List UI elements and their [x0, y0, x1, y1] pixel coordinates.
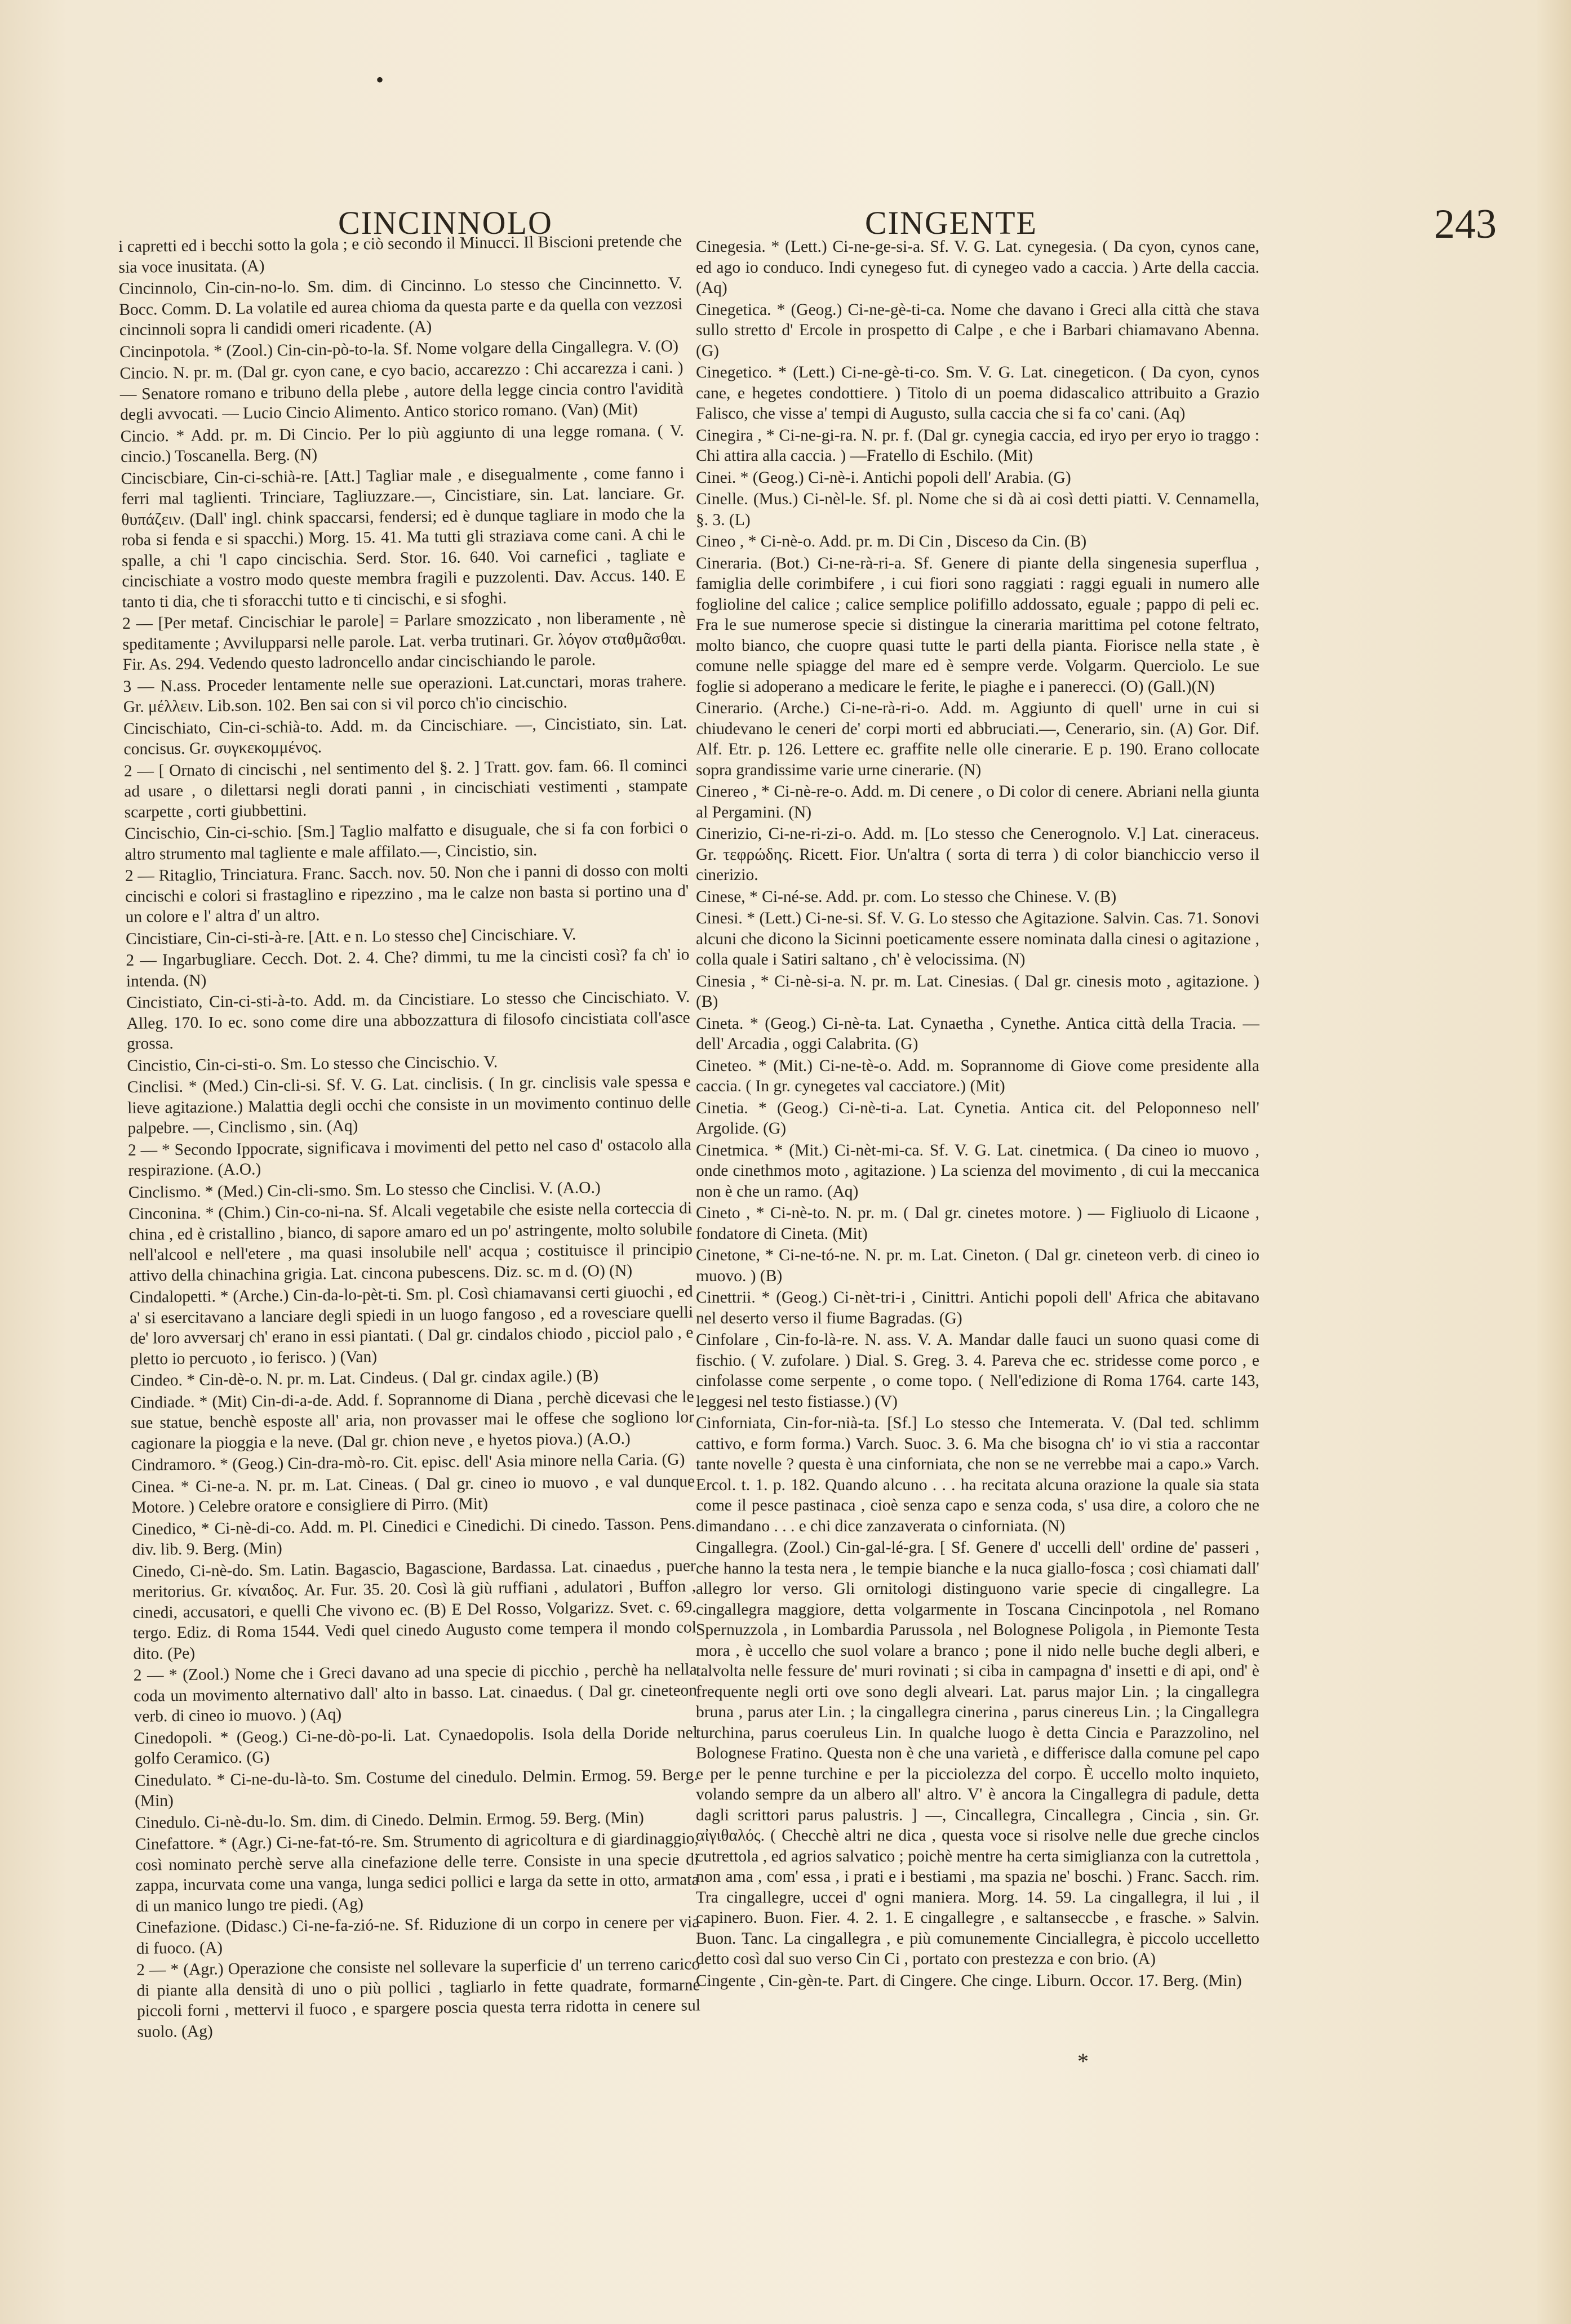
header-middle-word: CINGENTE	[865, 205, 1037, 241]
dictionary-entry: 2 — Ingarbugliare. Cecch. Dot. 2. 4. Che? dimmi, tu me la cincisti così? fa ch' io intenda. (N)	[126, 945, 690, 990]
dictionary-entry: 2 — * (Zool.) Nome che i Greci davano ad una specie di picchio , perchè ha nella coda un movimento alternativo dall' alto in basso. Lat. cinaedus. ( Dal gr. cineteon verb. di cineo io muovo. ) (Aq)	[133, 1660, 698, 1726]
right-column	[696, 237, 1259, 2023]
dictionary-entry: Cinesi. * (Lett.) Ci-ne-si. Sf. V. G. Lo stesso che Agitazione. Salvin. Cas. 71. Sonovi alcuni che dicono la Sicinni poeticamente essere nominata dalla cinesi o agitazione , colla quale i Satiri saltano , ch' è velocissima. (N)	[696, 909, 1259, 968]
dictionary-entry: Cingallegra. (Zool.) Cin-gal-lé-gra. [ Sf. Genere d' uccelli dell' ordine de' passeri , che hanno la testa nera , le tempie bianche e la nuca giallo-fosca ; così chiamati dall' allegro lor verso. Gli ornitologi distinguono varie specie di cingallegre. La cingallegra maggiore, detta volgarmente in Toscana Cincinpotola , nel Romano Spernuzzola , in Lombardia Parussola , nel Bolognese Poligola , in Piemonte Testa mora , è uccello che suol volare a branco ; pone il nido nelle buche degli alberi, e talvolta nelle fessure de' muri rovinati ; si ciba in campagna d' insetti e di api, ond' è frequente negli orti ove sono degli alveari. Lat. parus major Lin. ; la cingallegra bruna , parus ater Lin. ; la cingallegra cinerina , parus cinereus Lin. ; la Cingallegra turchina, parus coeruleus Lin. In qualche luogo è detta Cincia e Parazzolino, nel Bolognese Fratino. Questa non è che una varietà , e differisce dalla comune pel capo e per le penne turchine e per la picciolezza del corpo. È uccello molto inquieto, volando sempre da un albero all' altro. V' è ancora la Cingallegra di padule, detta dagli scrittori parus palustris. ] —, Cincallegra, Cincallegra , Cincia , sin. Gr. αἰγιθαλός. ( Checchè altri ne dica , questa voce si risolve nelle due greche cinclos cutrettola , ed agrios salvatico ; poichè mentre ha certa simiglianza con la cutrettola , non ama , com' essa , i prati e i bestiami , ma spazia ne' boschi. ) Franc. Sacch. rim. Tra cingallegre, uccei d' ogni maniera. Morg. 14. 59. La cingallegra, il lui , il capinero. Buon. Fier. 4. 2. 1. E cingallegre , e saltanseccbe , e frasche. » Salvin. Buon. Tanc. La cingallegra , e più comunemente Cinciallegra, è piccolo uccelletto detto così dal suo verso Cin Ci , portato con prestezza e con brio. (A)	[696, 1539, 1259, 1968]
dictionary-entry: Cindiade. * (Mit) Cin-di-a-de. Add. f. Soprannome di Diana , perchè dicevasi che le sue statue, benchè esposte all' aria, non provasser mai le offese che sogliono lor cagionare la pioggia e la neve. (Dal gr. chion neve , e hyetos piova.) (A.O.)	[130, 1387, 695, 1453]
dictionary-entry: Cincistio, Cin-ci-sti-o. Sm. Lo stesso che Cincischio. V.	[127, 1052, 498, 1075]
dictionary-entry: Cinedo, Ci-nè-do. Sm. Latin. Bagascio, Bagascione, Bardassa. Lat. cinaedus , puer meritorius. Gr. κίναιδος. Ar. Fur. 35. 20. Così là giù ruffiani , adulatori , Buffon , cinedi, accusatori, e quelli Che vivono ec. (B) E Del Rosso, Volgarizz. Svet. c. 69. tergo. Ediz. di Roma 1544. Vedi quel cinedo Augusto come tempera il mondo col dito. (Pe)	[132, 1556, 697, 1663]
dictionary-entry: Cincistiato, Cin-ci-sti-à-to. Add. m. da Cincistiare. Lo stesso che Cincischiato. V. Alleg. 170. Io ec. sono come dire una abbozzattura di filosofo cincistiata coll'asce grossa.	[126, 988, 690, 1053]
dictionary-entry: Cinedico, * Ci-nè-di-co. Add. m. Pl. Cinedici e Cinedichi. Di cinedo. Tasson. Pens. div. lib. 9. Berg. (Min)	[131, 1514, 696, 1559]
top-mark: •	[376, 67, 384, 92]
dictionary-entry: Cineo , * Ci-nè-o. Add. pr. m. Di Cin , Disceso da Cin. (B)	[696, 532, 1087, 550]
dictionary-entry: Cinetmica. * (Mit.) Ci-nèt-mi-ca. Sf. V. G. Lat. cinetmica. ( Da cineo io muovo , onde cinethmos moto , agitazione. ) La scienza del movimento , di cui la meccanica non è che un ramo. (Aq)	[696, 1141, 1259, 1201]
dictionary-entry: Cinciscbiare, Cin-ci-schià-re. [Att.] Tagliar male , e disegualmente , come fanno i ferri mal taglienti. Trinciare, Tagliuzzare.—, Cincistiare, sin. Lat. lanciare. Gr. θυπάζειν. (Dall' ingl. chink spaccarsi, fendersi; ed è dunque tagliare in modo che la roba si fenda e si spacchi.) Morg. 15. 41. Ma tutti gli straziava come cani. A chi le spalle, a chi 'l capo cincischia. Serd. Stor. 16. 640. Voi carnefici , tagliate e cincischiate a vostro modo queste membra fragili e puzzolenti. Dav. Accus. 140. E tanto ti dia, che ti sforacchi tutto e ti cincischi, e si sfoghi.	[121, 464, 686, 611]
dictionary-entry: Cinesia , * Ci-nè-si-a. N. pr. m. Lat. Cinesias. ( Dal gr. cinesis moto , agitazione. ) (B)	[696, 972, 1259, 1011]
dictionary-entry: Cincio. * Add. pr. m. Di Cincio. Per lo più aggiunto di una legge romana. ( V. cincio.) Toscanella. Berg. (N)	[120, 421, 684, 466]
dictionary-entry: Cincinnolo, Cin-cin-no-lo. Sm. dim. di Cincinno. Lo stesso che Cincinnetto. V. Bocc. Comm. D. La volatile ed aurea chioma da questa parte e da quella con vezzosi cincinnoli sopra li candidi omeri ricadente. (A)	[118, 274, 683, 339]
page-number: 243	[1434, 201, 1497, 247]
dictionary-entry: Cinegesia. * (Lett.) Ci-ne-ge-si-a. Sf. V. G. Lat. cynegesia. ( Da cyon, cynos cane, ed ago io conduco. Indi cynegeso fut. di cynegeo vado a caccia. ) Arte della caccia. (Aq)	[696, 238, 1259, 297]
dictionary-entry: Cinegetica. * (Geog.) Ci-ne-gè-ti-ca. Nome che davano i Greci alla città che stava sullo stretto d' Ercole in prospetto di Calpe , e che i Barbari chiamavano Abenna. (G)	[696, 300, 1259, 360]
dictionary-entry: Cinelle. (Mus.) Ci-nèl-le. Sf. pl. Nome che si dà ai così detti piatti. V. Cennamella, §. 3. (L)	[696, 490, 1259, 529]
dictionary-entry: 2 — [ Ornato di cincischi , nel sentimento del §. 2. ] Tratt. gov. fam. 66. Il cominci ad usare , o dilettarsi negli dorati panni , in cincischiati vestimenti , stampate scarpette , corti giubbettini.	[123, 756, 688, 821]
dictionary-entry: Cinerario. (Arche.) Ci-ne-rà-ri-o. Add. m. Aggiunto di quell' urne in cui si chiudevano le ceneri de' corpi morti ed abbruciati.—, Cenerario, sin. (A) Gor. Dif. Alf. Etr. p. 126. Lettere ec. graffite nelle olle cinerarie. E p. 190. Erano collocate sopra grandissime varie urne cinerarie. (N)	[696, 699, 1259, 779]
dictionary-entry: Cineta. * (Geog.) Ci-nè-ta. Lat. Cynaetha , Cynethe. Antica città della Tracia. — dell' Arcadia , oggi Calabrita. (G)	[696, 1014, 1259, 1053]
dictionary-entry: Cinerizio, Ci-ne-ri-zi-o. Add. m. [Lo stesso che Cenerognolo. V.] Lat. cineraceus. Gr. τεφρώδης. Ricett. Fior. Un'altra ( sorta di terra ) di color bianchiccio verso il cinerizio.	[696, 825, 1259, 884]
left-column	[118, 231, 701, 2041]
dictionary-entry: Cinegira , * Ci-ne-gi-ra. N. pr. f. (Dal gr. cynegia caccia, ed iryo per eryo io traggo : Chi attira alla caccia. ) —Fratello di Eschilo. (Mit)	[696, 426, 1259, 465]
dictionary-entry: Cinetone, * Ci-ne-tó-ne. N. pr. m. Lat. Cineton. ( Dal gr. cineteon verb. di cineo io muovo. ) (B)	[696, 1246, 1259, 1285]
dictionary-entry: 2 — [Per metaf. Cincischiar le parole] = Parlare smozzicato , non liberamente , nè speditamente ; Avvilupparsi nelle parole. Lat. verba trutinari. Gr. λόγον σταθμᾶσθαι. Fir. As. 294. Vedendo questo ladroncello andar cincischiando le parole.	[122, 608, 686, 674]
dictionary-entry: Cineteo. * (Mit.) Ci-ne-tè-o. Add. m. Soprannome di Giove come presidente alla caccia. ( In gr. cynegetes val cacciatore.) (Mit)	[696, 1056, 1259, 1095]
page-edge	[1537, 0, 1571, 2324]
dictionary-entry: Cinea. * Ci-ne-a. N. pr. m. Lat. Cineas. ( Dal gr. cineo io muovo , e val dunque Motore. ) Celebre oratore e consigliere di Pirro. (Mit)	[131, 1472, 695, 1517]
dictionary-entry: Cinedulato. * Ci-ne-du-là-to. Sm. Costume del cinedulo. Delmin. Ermog. 59. Berg. (Min)	[134, 1765, 698, 1810]
dictionary-entry: Cinegetico. * (Lett.) Ci-ne-gè-ti-co. Sm. V. G. Lat. cinegeticon. ( Da cyon, cynos cane, e hegetes condottiere. ) Titolo di un poema didascalico attribuito a Grazio Falisco, che visse a' tempi di Augusto, sulla caccia che si fa co' cani. (Aq)	[696, 363, 1259, 423]
dictionary-entry: Cinei. * (Geog.) Ci-nè-i. Antichi popoli dell' Arabia. (G)	[696, 468, 1071, 487]
dictionary-entry: Cinereo , * Ci-nè-re-o. Add. m. Di cenere , o Di color di cenere. Abriani nella giunta al Pergamini. (N)	[696, 783, 1259, 821]
dictionary-entry: Cinfolare , Cin-fo-là-re. N. ass. V. A. Mandar dalle fauci un suono quasi come di fischio. ( V. zufolare. ) Dial. S. Greg. 3. 4. Pareva che ec. stridesse come porco , e cinfolasse come serpente , o come topo. ( Nell'edizione di Roma 1764. carte 143, leggesi nel testo fistiasse.) (V)	[696, 1331, 1259, 1411]
dictionary-entry: Cinedopoli. * (Geog.) Ci-ne-dò-po-li. Lat. Cynaedopolis. Isola della Doride nel golfo Ceramico. (G)	[134, 1723, 698, 1768]
dictionary-entry: Cinconina. * (Chim.) Cin-co-ni-na. Sf. Alcali vegetabile che esiste nella corteccia di china , ed è cristallino , bianco, di sapore amaro ed un po' astringente, molto solubile nell'alcool e nell'etere , ma quasi insolubile nell' acqua ; costituisce il principio attivo della chinachina grigia. Lat. cincona pubescens. Diz. sc. m d. (O) (N)	[128, 1199, 693, 1285]
dictionary-entry: Cindeo. * Cin-dè-o. N. pr. m. Lat. Cindeus. ( Dal gr. cindax agile.) (B)	[130, 1367, 599, 1390]
dictionary-entry: 3 — N.ass. Proceder lentamente nelle sue operazioni. Lat.cunctari, moras trahere. Gr. μέλλειν. Lib.son. 102. Ben sai con si vil porco ch'io cincischio.	[123, 671, 687, 716]
dictionary-entry: Cinedulo. Ci-nè-du-lo. Sm. dim. di Cinedo. Delmin. Ermog. 59. Berg. (Min)	[135, 1808, 644, 1832]
dictionary-entry: Cindramoro. * (Geog.) Cin-dra-mò-ro. Cit. episc. dell' Asia minore nella Caria. (G)	[131, 1450, 685, 1474]
dictionary-entry: Cinettrii. * (Geog.) Ci-nèt-tri-i , Cinittri. Antichi popoli dell' Africa che abitavano nel deserto verso il fiume Bagradas. (G)	[696, 1288, 1259, 1327]
dictionary-entry: Cincischio, Cin-ci-schio. [Sm.] Taglio malfatto e disuguale, che si fa con forbici o altro strumento mal tagliente e male affilato.—, Cincistio, sin.	[124, 819, 689, 864]
dictionary-entry: Cindalopetti. * (Arche.) Cin-da-lo-pèt-ti. Sm. pl. Così chiamavansi certi giuochi , ed a' si esercitavano a lanciare degli spiedi in un luogo fangoso , ed a rovesciare quelli de' loro avversarj ch' erano in essi piantati. ( Dal gr. cindalos chiodo , picciol palo , e pletto io percuoto , io ferisco. ) (Van)	[129, 1282, 694, 1368]
dictionary-entry: Cincistiare, Cin-ci-sti-à-re. [Att. e n. Lo stesso che] Cincischiare. V.	[125, 925, 576, 948]
dictionary-entry: Cinefattore. * (Agr.) Ci-ne-fat-tó-re. Sm. Strumento di agricoltura e di giardinaggio, così nominato perchè serve alla cinefazione delle terre. Consiste in una specie di zappa, incurvata come una vanga, lunga sedici pollici e larga da sette in otto, armata di un manico lungo tre piedi. (Ag)	[135, 1829, 699, 1916]
footer-mark: *	[1077, 2049, 1089, 2074]
dictionary-entry: Cincio. N. pr. m. (Dal gr. cyon cane, e cyo bacio, accarezzo : Chi accarezza i cani. ) — Senatore romano e tribuno della plebe , autore della legge cincia contro l'avidità degli avvocati. — Lucio Cincio Alimento. Antico storico romano. (Van) (Mit)	[119, 358, 684, 424]
dictionary-entry: 2 — * (Agr.) Operazione che consiste nel sollevare la superficie d' un terreno carico di piante alla densità di uno o più pollici , tagliarlo in fette quadrate, formarne piccoli forni , mettervi il fuoco , e spargere poscia questa terra ridotta in cenere sul suolo. (Ag)	[136, 1955, 701, 2041]
dictionary-entry: Cineraria. (Bot.) Ci-ne-rà-ri-a. Sf. Genere di piante della singenesia superflua , famiglia delle corimbifere , i cui fiori sono raggiati : raggi eguali in numero alle fogliolinе del calice ; calice semplice polifillo addossato, eguale ; pappo di peli ec. Fra le sue numerose specie si distingue la cineraria marittima pel cotone feltrato, molto bianco, che cuopre quasi tutte le parti della pianta. Fiorisce nella state , è comune nelle spiagge del mare ed è sempre verde. Volgarm. Querciolo. Le sue foglie si adoperano a medicare le ferite, le piaghe e i panerecci. (O) (Gall.)(N)	[696, 554, 1259, 696]
dictionary-entry: Cinefazione. (Didasc.) Ci-ne-fa-zió-ne. Sf. Riduzione di un corpo in cenere per via di fuoco. (A)	[136, 1913, 700, 1958]
dictionary-entry: Cinclisi. * (Med.) Cin-cli-si. Sf. V. G. Lat. cinclisis. ( In gr. cinclisis vale spessa e lieve agitazione.) Malattia degli occhi che consiste in un movimento continuo delle palpebre. —, Cinclismo , sin. (Aq)	[127, 1072, 691, 1137]
dictionary-entry: Cingente , Cin-gèn-te. Part. di Cingere. Che cinge. Liburn. Occor. 17. Berg. (Min)	[696, 1971, 1242, 1990]
header-left-word: CINCINNOLO	[338, 205, 553, 241]
dictionary-entry: i capretti ed i becchi sotto la gola ; e ciò secondo il Minucci. Il Biscioni pretende che sia voce inusitata. (A)	[118, 232, 682, 277]
dictionary-entry: Cincinpotola. * (Zool.) Cin-cin-pò-to-la. Sf. Nome volgare della Cingallegra. V. (O)	[119, 337, 679, 361]
dictionary-entry: Cincischiato, Cin-ci-schià-to. Add. m. da Cincischiare. —, Cincistiato, sin. Lat. concisus. Gr. συγκεκομμένος.	[123, 713, 687, 758]
dictionary-entry: Cineto , * Ci-nè-to. N. pr. m. ( Dal gr. cinetes motore. ) — Figliuolo di Licaone , fondatore di Cineta. (Mit)	[696, 1204, 1259, 1243]
dictionary-entry: Cinese, * Ci-né-se. Add. pr. com. Lo stesso che Chinese. V. (B)	[696, 887, 1117, 906]
dictionary-entry: 2 — * Secondo Ippocrate, significava i movimenti del petto nel caso d' ostacolo alla respirazione. (A.O.)	[127, 1135, 692, 1180]
dictionary-entry: Cinclismo. * (Med.) Cin-cli-smo. Sm. Lo stesso che Cinclisi. V. (A.O.)	[128, 1178, 601, 1202]
dictionary-entry: Cinforniata, Cin-for-nià-ta. [Sf.] Lo stesso che Intemerata. V. (Dal ted. schlimm cattivo, e form forma.) Varch. Suoc. 3. 6. Ma che bisogna ch' io vi stia a raccontar tante novelle ? questa è una cinforniata, che non se ne verrebbe mai a capo.» Varch. Ercol. t. 1. p. 182. Quando alcuno . . . ha recitata alcuna orazione la quale sia stata come il pesce pastinaca , cioè senza capo e senza coda, s' usa dire, a coloro che ne dimandano . . . e chi dice zanzaverata o cinforniata. (N)	[696, 1414, 1259, 1535]
dictionary-entry: 2 — Ritaglio, Trinciatura. Franc. Sacch. nov. 50. Non che i panni di dosso con molti cincischi e colori si frastaglino e ripezzino , ma le calze non basta si portino una d' un colore e l' altra d' un altro.	[125, 861, 689, 926]
dictionary-entry: Cinetia. * (Geog.) Ci-nè-ti-a. Lat. Cynetia. Antica cit. del Peloponneso nell' Argolide. (G)	[696, 1099, 1259, 1137]
